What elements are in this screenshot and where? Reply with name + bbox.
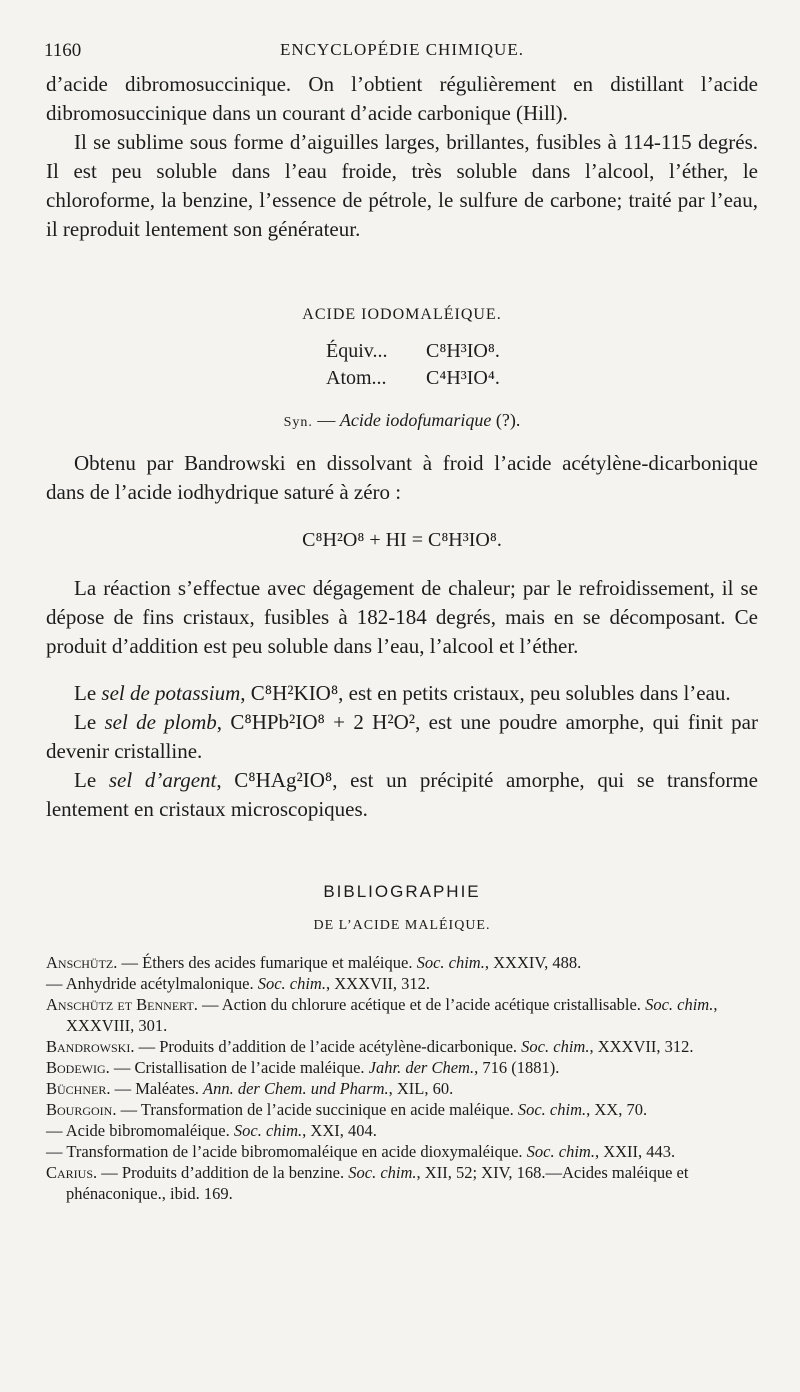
atom-formula: C⁴H³IO⁴. [426,367,500,389]
section-paragraph-2: La réaction s’effectue avec dégagement de chaleur; par le refroidissement, il se dépose de fins cristaux, fusibles à 182-184 degrés, mais en se décomposant. Ce produit d’addition est peu soluble dans l’eau, l’alcool et l’éther. [46,576,758,658]
equiv-formula: C⁸H³IO⁸. [426,340,500,362]
equiv-label: Équiv... [326,340,388,362]
reference-item: Bodewig. — Cristallisation de l’acide maléique. Jahr. der Chem., 716 (1881). [46,1058,560,1077]
page-number: 1160 [44,40,82,61]
reference-item: Anschütz. — Éthers des acides fumarique et maléique. Soc. chim., XXXIV, 488. [46,953,582,972]
intro-paragraph-1: d’acide dibromosuccinique. On l’obtient régulièrement en distillant l’acide dibromosuccinique dans un courant d’acide carbonique (Hill). [46,72,758,125]
salt-paragraph-potassium: Le sel de potassium, C⁸H²KIO⁸, est en petits cristaux, peu solubles dans l’eau. [74,681,731,705]
bibliography-title: BIBLIOGRAPHIE [323,882,481,901]
reference-item: Bandrowski. — Produits d’addition de l’acide acétylène-dicarbonique. Soc. chim., XXXVII, 312. [46,1037,694,1056]
salt-name: sel de potassium [101,681,241,705]
synonym-suffix: (?). [491,410,521,430]
running-title: ENCYCLOPÉDIE CHIMIQUE. [280,40,524,59]
synonym-label: Syn. [283,415,313,430]
reference-item: Anschütz et Bennert. — Action du chlorure acétique et de l’acide acétique cristallisable. Soc. chim., XXXVIII, 301. [46,995,718,1035]
salt-name: sel de plomb [104,710,217,734]
salt-paragraph-silver: Le sel d’argent, C⁸HAg²IO⁸, est un précipité amorphe, qui se transforme lentement en cristaux microscopiques. [46,768,758,821]
synonym-line [46,410,758,431]
reference-item: — Transformation de l’acide bibromomaléique en acide dioxymaléique. Soc. chim., XXII, 443. [46,1142,676,1161]
salt-name: sel d’argent [108,768,217,792]
synonym-value: Acide iodofumarique [339,410,492,430]
synonym-dash: — [312,410,340,430]
salt-paragraph-lead: Le sel de plomb, C⁸HPb²IO⁸ + 2 H²O², est une poudre amorphe, qui finit par devenir cristalline. [46,710,758,763]
reference-item: Bourgoin. — Transformation de l’acide succinique en acide maléique. Soc. chim., XX, 70. [46,1100,648,1119]
atom-row [326,365,758,392]
reference-item: — Acide bibromomaléique. Soc. chim., XXI, 404. [46,1121,377,1140]
section-paragraph-1: Obtenu par Bandrowski en dissolvant à froid l’acide acétylène-dicarbonique dans de l’acide iodhydrique saturé à zéro : [46,451,758,504]
atom-label: Atom... [326,367,387,389]
bibliography-subtitle: DE L’ACIDE MALÉIQUE. [313,918,491,933]
formula-block [326,338,758,392]
reference-item: Carius. — Produits d’addition de la benzine. Soc. chim., XII, 52; XIV, 168.—Acides maléique et phénaconique., ibid. 169. [46,1163,689,1203]
page-body [46,70,758,1204]
intro-paragraph-2: Il se sublime sous forme d’aiguilles larges, brillantes, fusibles à 114-115 degrés. Il est peu soluble dans l’eau froide, très soluble dans l’alcool, l’éther, le chloroforme, la benzine, l’essence de pétrole, le sulfure de carbone; traité par l’eau, il reproduit lentement son générateur. [46,130,758,241]
reaction-equation: C⁸H²O⁸ + HI = C⁸H³IO⁸. [302,529,502,551]
page-header [44,40,760,64]
reference-item: Büchner. — Maléates. Ann. der Chem. und Pharm., XIL, 60. [46,1079,454,1098]
section-title: ACIDE IODOMALÉIQUE. [302,306,502,323]
equiv-row [326,338,758,365]
reference-list [46,952,758,1204]
reference-item: — Anhydride acétylmalonique. Soc. chim., XXXVII, 312. [46,974,431,993]
